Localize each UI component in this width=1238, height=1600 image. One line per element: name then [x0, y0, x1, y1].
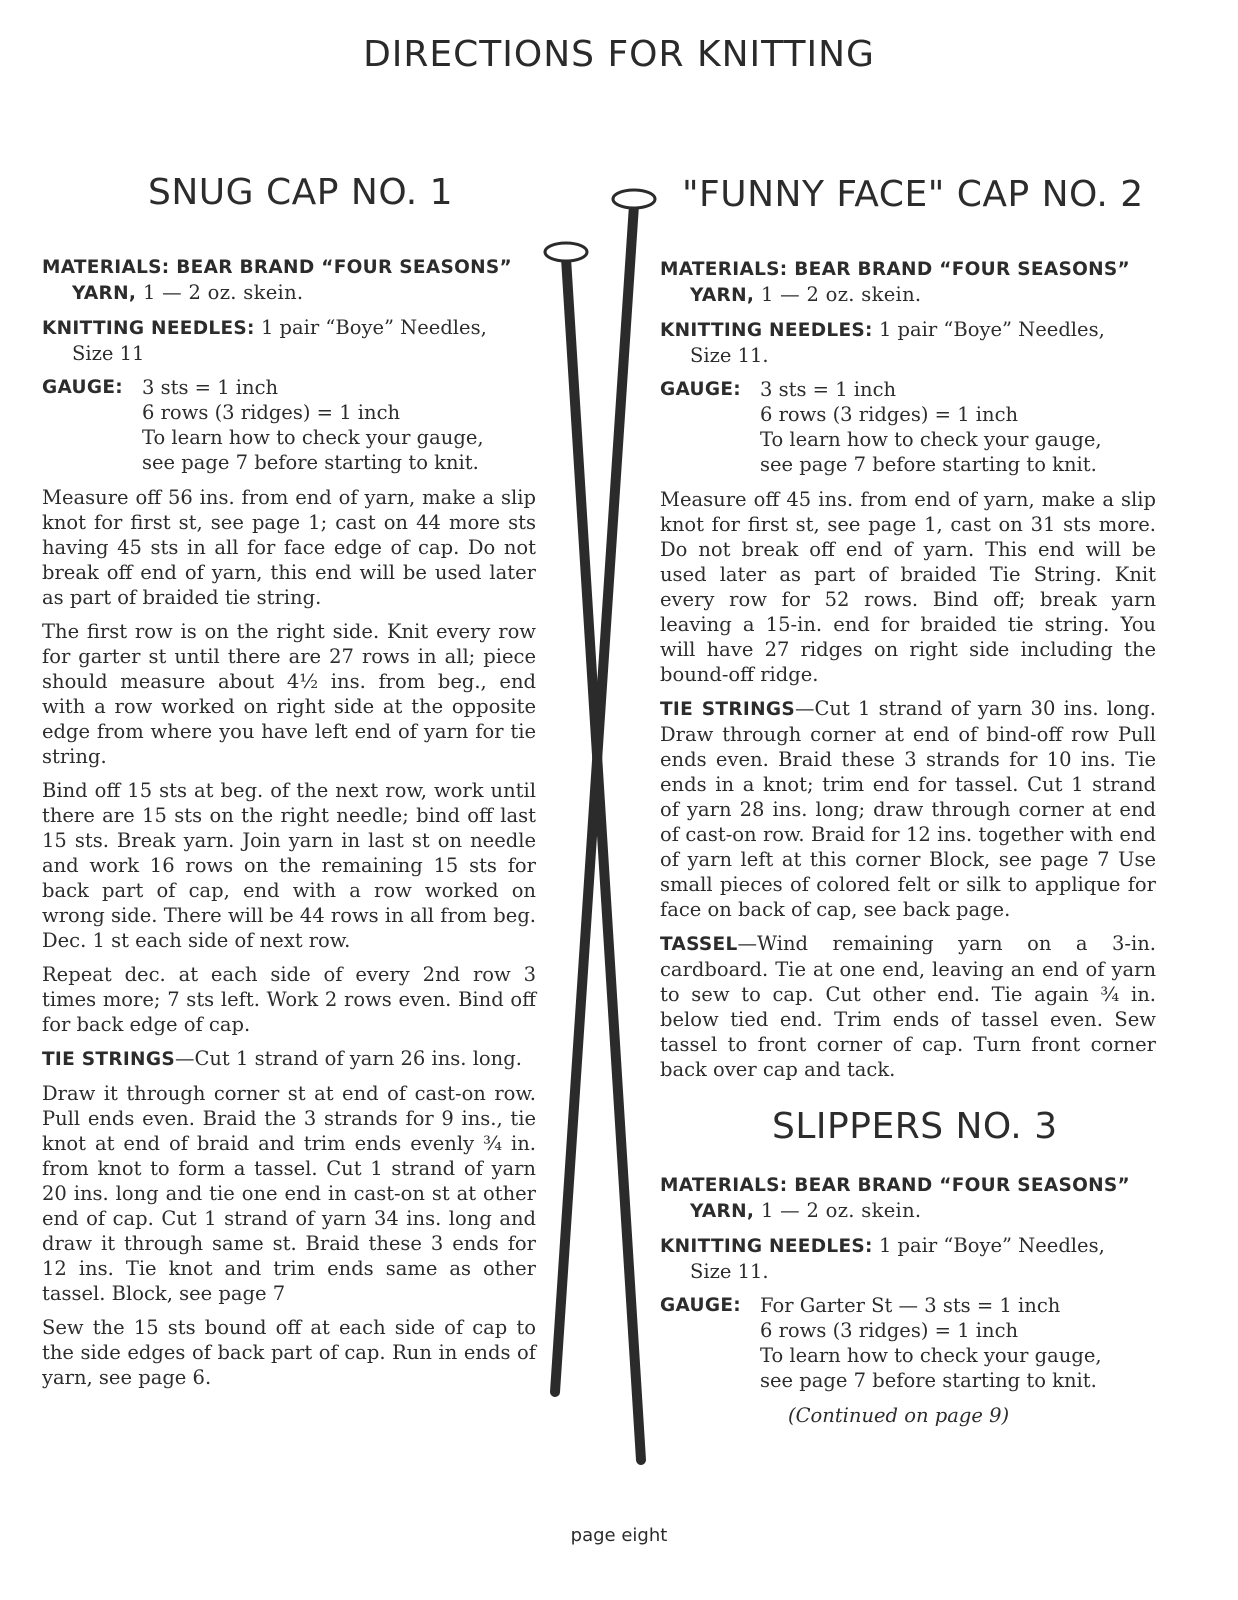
materials-label: MATERIALS: BEAR BRAND “FOUR SEASONS”	[660, 1175, 1130, 1196]
slippers-heading: SLIPPERS NO. 3	[772, 1106, 1058, 1147]
instruction-paragraph: Sew the 15 sts bound off at each side of cap to the side edges of back part of cap. Run in ends of yarn, see page 6.	[42, 1316, 536, 1389]
gauge-field	[660, 1293, 1156, 1393]
materials-yarn-line: YARN, 1 — 2 oz. skein.	[690, 283, 922, 306]
instruction-paragraph: Draw it through corner st at end of cast-on row. Pull ends even. Braid the 3 strands for 9 ins., tie knot at end of braid and trim ends evenly ¾ in. from knot to form a tassel. Cut 1 strand of yarn 20 ins. long and tie one end in cast-on st at other end of cap. Cut 1 strand of yarn 34 ins. long and draw it through same st. Braid these 3 ends for 12 ins. Tie knot and trim ends same as other tassel. Block, see page 7	[42, 1082, 536, 1305]
gauge-field	[660, 377, 1156, 477]
needles-field	[660, 1233, 1156, 1284]
gauge-line: To learn how to check your gauge,	[760, 428, 1102, 451]
needles-field	[660, 317, 1156, 368]
gauge-line: see page 7 before starting to knit.	[760, 1369, 1097, 1392]
needles-size: Size 11.	[690, 344, 769, 367]
needles-value: 1 pair “Boye” Needles,	[260, 316, 487, 339]
needles-size: Size 11.	[690, 1260, 769, 1283]
gauge-label: GAUGE:	[660, 379, 741, 400]
tassel-label: TASSEL	[660, 934, 738, 955]
gauge-line: 6 rows (3 ridges) = 1 inch	[142, 401, 401, 424]
gauge-label: GAUGE:	[660, 1295, 741, 1316]
instruction-paragraph: The first row is on the right side. Knit every row for garter st until there are 27 rows in all; piece should measure about 4½ ins. from beg., end with a row worked on right side at the opposite edge from where you have left end of yarn for tie string.	[42, 620, 536, 768]
needles-size: Size 11	[72, 342, 145, 365]
snug-cap-heading: SNUG CAP NO. 1	[148, 172, 453, 213]
tassel-paragraph: TASSEL—Wind remaining yarn on a 3-in. cardboard. Tie at one end, leaving an end of yarn to sew to cap. Cut other end. Tie again ¾ in. below tied end. Trim ends of tassel even. Sew tassel to front corner of cap. Turn front corner back over cap and tack.	[660, 932, 1156, 1081]
gauge-line: 3 sts = 1 inch	[760, 378, 897, 401]
materials-field	[660, 1172, 1156, 1224]
funny-face-cap-section	[660, 170, 1156, 1428]
funny-face-cap-heading: "FUNNY FACE" CAP NO. 2	[682, 174, 1144, 215]
tie-strings-paragraph: TIE STRINGS—Cut 1 strand of yarn 26 ins. long.	[42, 1047, 522, 1070]
gauge-label: GAUGE:	[42, 377, 123, 398]
gauge-line: 3 sts = 1 inch	[142, 376, 279, 399]
gauge-line: 6 rows (3 ridges) = 1 inch	[760, 403, 1019, 426]
gauge-line: To learn how to check your gauge,	[760, 1344, 1102, 1367]
materials-yarn-line: YARN, 1 — 2 oz. skein.	[72, 281, 304, 304]
gauge-line: see page 7 before starting to knit.	[760, 453, 1097, 476]
gauge-line: 6 rows (3 ridges) = 1 inch	[760, 1319, 1019, 1342]
needles-value: 1 pair “Boye” Needles,	[878, 1234, 1105, 1257]
snug-cap-section	[42, 168, 536, 1399]
materials-yarn-line: YARN, 1 — 2 oz. skein.	[690, 1199, 922, 1222]
needles-label: KNITTING NEEDLES:	[660, 320, 873, 341]
page-title: DIRECTIONS FOR KNITTING	[363, 34, 875, 75]
instruction-paragraph: Bind off 15 sts at beg. of the next row, work until there are 15 sts on the right needle; bind off last 15 sts. Break yarn. Join yarn in last st on needle and work 16 rows on the remaining 15 sts for back part of cap, end with a row worked on wrong side. There will be 44 rows in all from beg. Dec. 1 st each side of next row.	[42, 779, 536, 952]
instruction-paragraph: Repeat dec. at each side of every 2nd row 3 times more; 7 sts left. Work 2 rows even. Bind off for back edge of cap.	[42, 963, 536, 1036]
tie-strings-paragraph: TIE STRINGS—Cut 1 strand of yarn 30 ins. long. Draw through corner at end of bind-off row Pull ends even. Braid these 3 strands for 10 ins. Tie ends in a knot; trim end for tassel. Cut 1 strand of yarn 28 ins. long; draw through corner at end of cast-on row. Braid for 12 ins. together with end of yarn left at this corner Block, see page 7 Use small pieces of colored felt or silk to applique for face on back of cap, see back page.	[660, 697, 1156, 921]
materials-label: MATERIALS: BEAR BRAND “FOUR SEASONS”	[42, 257, 512, 278]
tie-strings-label: TIE STRINGS	[42, 1049, 175, 1070]
gauge-line: To learn how to check your gauge,	[142, 426, 484, 449]
needles-label: KNITTING NEEDLES:	[42, 318, 255, 339]
tie-strings-label: TIE STRINGS	[660, 699, 795, 720]
materials-field	[660, 256, 1156, 308]
needles-field	[42, 315, 536, 366]
needles-label: KNITTING NEEDLES:	[660, 1236, 873, 1257]
instruction-paragraph: Measure off 56 ins. from end of yarn, make a slip knot for first st, see page 1; cast on 44 more sts having 45 sts in all for face edge of cap. Do not break off end of yarn, this end will be used later as part of braided tie string.	[42, 486, 536, 609]
gauge-field	[42, 375, 536, 475]
instruction-paragraph: Measure off 45 ins. from end of yarn, make a slip knot for first st, see page 1, cast on 31 sts more. Do not break off end of yarn. This end will be used later as part of braided Tie String. Knit every row for 52 rows. Bind off; break yarn leaving a 15-in. end for braided tie string. You will have 27 ridges on right side including the bound-off ridge.	[660, 488, 1156, 686]
materials-label: MATERIALS: BEAR BRAND “FOUR SEASONS”	[660, 259, 1130, 280]
gauge-line: For Garter St — 3 sts = 1 inch	[760, 1294, 1061, 1317]
continued-note: (Continued on page 9)	[788, 1404, 1010, 1427]
page-number: page eight	[570, 1525, 668, 1546]
materials-field	[42, 254, 536, 306]
gauge-line: see page 7 before starting to knit.	[142, 451, 479, 474]
needles-value: 1 pair “Boye” Needles,	[878, 318, 1105, 341]
